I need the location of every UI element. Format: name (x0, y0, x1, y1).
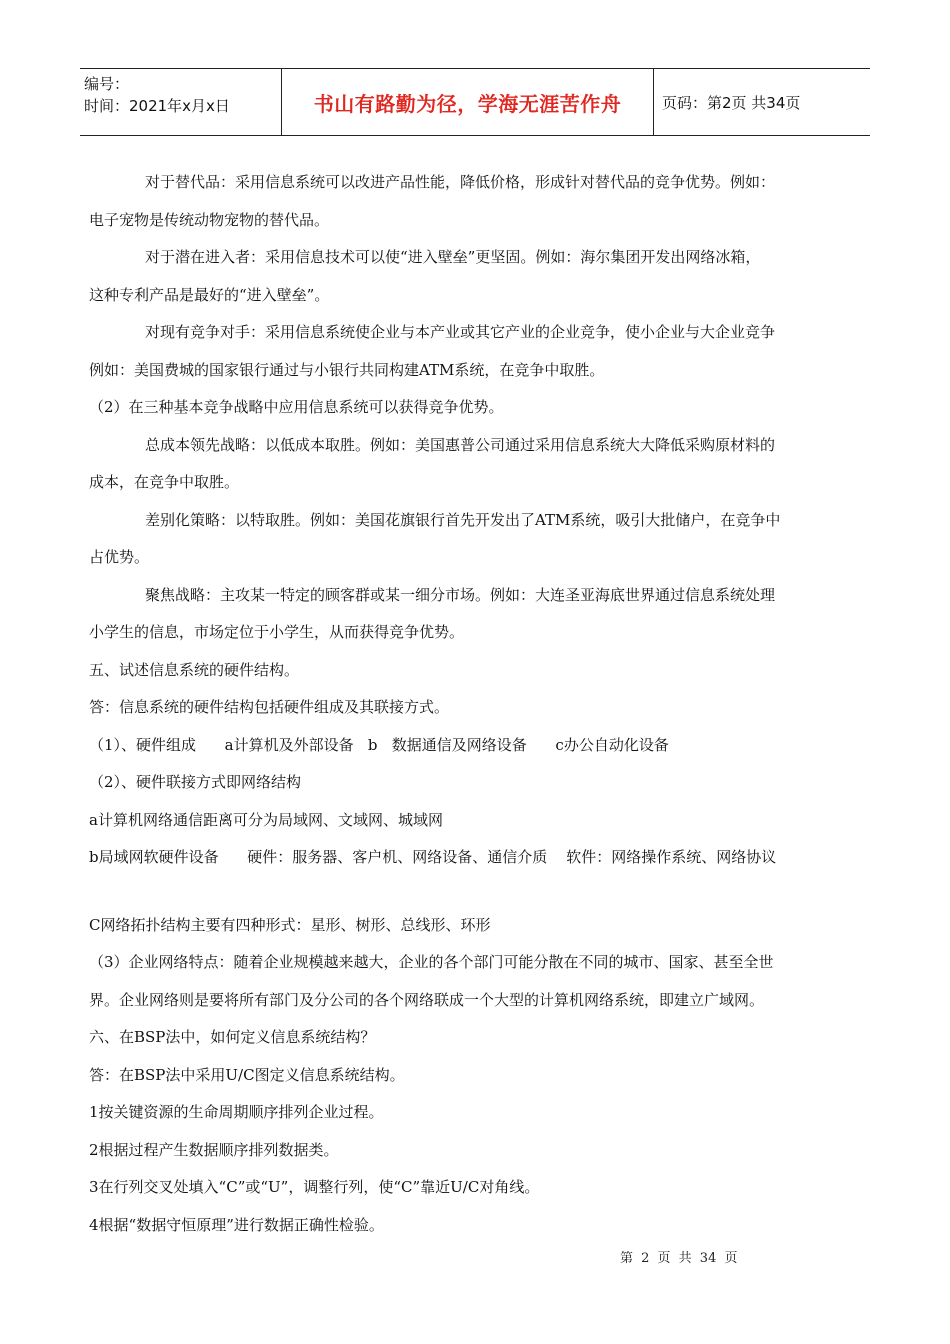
document-body (89, 164, 861, 1244)
document-number-label: 编号： (84, 75, 130, 93)
list-item: 1按关键资源的生命周期顺序排列企业过程。 (89, 1103, 384, 1121)
section-heading: 五、试述信息系统的硬件结构。 (89, 660, 300, 679)
paragraph-line: 例如：美国费城的国家银行通过与小银行共同构建ATM系统，在竞争中取胜。 (89, 360, 605, 379)
header-meta (80, 69, 282, 135)
paragraph-line: 占优势。 (89, 548, 150, 566)
blank-line (89, 877, 861, 907)
page-header (80, 68, 870, 136)
list-item: 4根据“数据守恒原理”进行数据正确性检验。 (89, 1215, 384, 1234)
paragraph-line: 对于替代品：采用信息系统可以改进产品性能，降低价格，形成针对替代品的竞争优势。例如： (145, 173, 776, 191)
paragraph-line: 界。企业网络则是要将所有部门及分公司的各个网络联成一个大型的计算机网络系统，即建立广域网。 (89, 990, 765, 1009)
page-footer: 第 2 页 共 34 页 (620, 1251, 738, 1266)
paragraph-line: 成本，在竞争中取胜。 (89, 473, 240, 491)
section-heading: 六、在BSP法中，如何定义信息系统结构？ (89, 1028, 376, 1046)
paragraph-line: C网络拓扑结构主要有四种形式：星形、树形、总线形、环形 (89, 915, 491, 934)
paragraph-line: 对于潜在进入者：采用信息技术可以使“进入壁垒”更坚固。例如：海尔集团开发出网络冰箱， (145, 248, 761, 266)
paragraph-line: （2）在三种基本竞争战略中应用信息系统可以获得竞争优势。 (89, 398, 504, 416)
paragraph-line: 聚焦战略：主攻某一特定的顾客群或某一细分市场。例如：大连圣亚海底世界通过信息系统处理 (145, 585, 776, 604)
paragraph-line: （2）、硬件联接方式即网络结构 (89, 773, 302, 791)
paragraph-line: 答：在BSP法中采用U/C图定义信息系统结构。 (89, 1065, 405, 1084)
paragraph-line: （1）、硬件组成 a计算机及外部设备 b 数据通信及网络设备 c办公自动化设备 (89, 735, 669, 754)
paragraph-line: （3）企业网络特点：随着企业规模越来越大，企业的各个部门可能分散在不同的城市、国家、甚至全世 (89, 953, 774, 971)
paragraph-line: 总成本领先战略：以低成本取胜。例如：美国惠普公司通过采用信息系统大大降低采购原材料的 (145, 435, 776, 454)
list-item: 2根据过程产生数据顺序排列数据类。 (89, 1140, 339, 1159)
paragraph-line: b局域网软硬件设备 硬件：服务器、客户机、网络设备、通信介质 软件：网络操作系统、网络协议 (89, 848, 777, 866)
paragraph-line: 差别化策略：以特取胜。例如：美国花旗银行首先开发出了ATM系统，吸引大批储户，在竞争中 (145, 510, 781, 529)
paragraph-line: 对现有竞争对手：采用信息系统使企业与本产业或其它产业的企业竞争，使小企业与大企业竞争 (145, 323, 776, 341)
header-motto: 书山有路勤为径，学海无涯苦作舟 (282, 69, 654, 135)
paragraph-line: 答：信息系统的硬件结构包括硬件组成及其联接方式。 (89, 698, 450, 716)
paragraph-line: 电子宠物是传统动物宠物的替代品。 (89, 210, 330, 229)
paragraph-line: 小学生的信息，市场定位于小学生，从而获得竞争优势。 (89, 623, 465, 641)
list-item: 3在行列交叉处填入“C”或“U”，调整行列，使“C”靠近U/C对角线。 (89, 1178, 540, 1196)
header-page-info: 页码：第2页 共34页 (662, 93, 801, 112)
paragraph-line: a计算机网络通信距离可分为局域网、文域网、城域网 (89, 810, 443, 829)
document-date: 时间：2021年x月x日 (84, 97, 230, 115)
paragraph-line: 这种专利产品是最好的“进入壁垒”。 (89, 285, 330, 304)
